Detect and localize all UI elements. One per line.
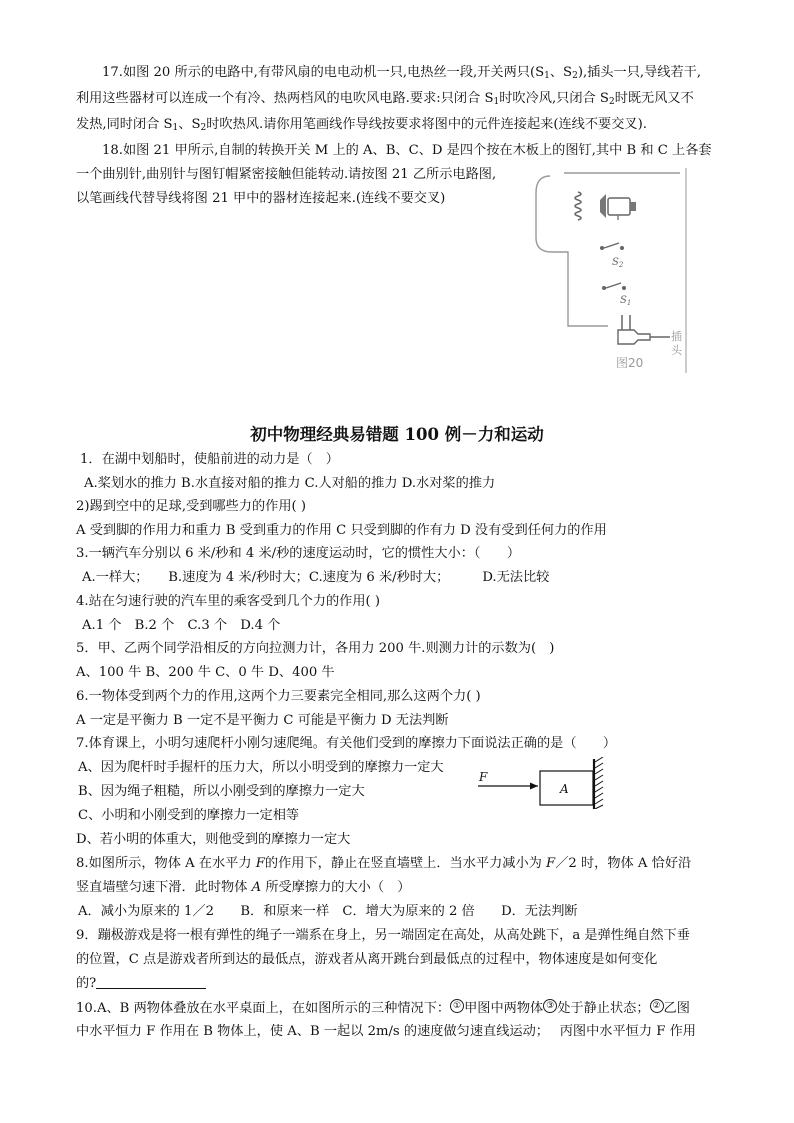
q8-line-2: 竖直墙壁匀速下滑．此时物体 A 所受摩擦力的大小（ ） [76,880,411,895]
q2-options: A 受到脚的作用力和重力 B 受到重力的作用 C 只受到脚的作有力 D 没有受到任何力的作用 [76,523,607,538]
q18-line-3: 以笔画线代替导线将图 21 甲中的器材连接起来.(连线不要交叉) [76,191,446,206]
q17-line-3: 发热,同时闭合 $S_1$、$S_2$时吹热风.请你用笔画线作导线按要求将图中的元件连接起来(连线不要交叉). [76,117,647,133]
q18-line-2: 一个曲别针,曲别针与图钉帽紧密接触但能转动.请按图 21 乙所示电路图, [76,167,497,182]
q6-options: A 一定是平衡力 B 一定不是平衡力 C 可能是平衡力 D 无法判断 [76,713,449,728]
q7-option-b: B、因为绳子粗糙，所以小刚受到的摩擦力一定大 [78,784,365,799]
q3-options: A.一样大； B.速度为 4 米/秒时大；C.速度为 6 米/秒时大； D.无法比较 [82,570,550,585]
switch-s2-label: $S_2$ [612,257,624,269]
q10-line-1: 10.A、B 两物体叠放在水平桌面上，在如图所示的三种情况下： ① 甲图中两物体 ③ 处于静止状态； ② 乙图 [76,1001,690,1016]
q18-line-1: 18.如图 21 甲所示,自制的转换开关 M 上的 A、B、C、D 是四个按在木板上的图钉,其中 B 和 C 上各套 [102,143,712,158]
q17-line-1: 17.如图 20 所示的电路中,有带风扇的电电动机一只,电热丝一段,开关两只($S_1$、$S_2$),插头一只,导线若干, [102,65,702,81]
q7-option-c: C、小明和小刚受到的摩擦力一定相等 [78,808,300,823]
q7-option-d: D、若小明的体重大，则他受到的摩擦力一定大 [76,832,351,847]
q9-line-3: 的? [76,975,206,992]
section-title: 初中物理经典易错题 100 例－力和运动 [250,425,544,444]
q1-stem: 1．在湖中划船时，使船前进的动力是（ ） [80,452,339,467]
switch-s1-label: $S_1$ [620,295,632,307]
q2-stem: 2)踢到空中的足球,受到哪些力的作用( ) [76,499,307,514]
q9-line-1: 9．蹦极游戏是将一根有弹性的绳子一端系在身上，另一端固定在高处，从高处跳下，a 是弹性绳自然下垂 [76,928,690,943]
q17-line-2: 利用这些器材可以连成一个有冷、热两档风的电吹风电路.要求:只闭合 $S_1$时吹冷风,只闭合 $S_2$时既无风又不 [76,91,694,107]
q8-line-1: 8.如图所示，物体 A 在水平力 F的作用下，静止在竖直墙壁上．当水平力减小为 F／2 时，物体 A 恰好沿 [76,856,692,871]
circled-1: ① [450,999,464,1013]
q1-options: A.桨划水的推力 B.水直接对船的推力 C.人对船的推力 D.水对桨的推力 [84,476,496,491]
figure-block-wall [476,757,608,809]
q7-stem: 7.体育课上，小明匀速爬杆小刚匀速爬绳。有关他们受到的摩擦力下面说法正确的是（ ） [76,736,617,751]
circled-3: ③ [543,999,557,1013]
q3-stem: 3.一辆汽车分别以 6 米/秒和 4 米/秒的速度运动时，它的惯性大小：（ ） [76,546,521,561]
q5-stem: 5．甲、乙两个同学沿相反的方向拉测力计，各用力 200 牛.则测力计的示数为( ) [76,641,555,656]
plug-label-1: 插 [671,330,682,343]
figure-20-circuit [530,168,700,373]
q6-stem: 6.一物体受到两个力的作用,这两个力三要素完全相同,那么这两个力( ) [76,689,481,704]
force-label: F [479,770,488,784]
block-label: A [560,782,569,796]
q7-option-a: A、因为爬杆时手握杆的压力大，所以小明受到的摩擦力一定大 [78,760,444,775]
q8-options: A．减小为原来的 1／2 B．和原来一样 C．增大为原来的 2 倍 D．无法判断 [78,904,578,919]
q4-options: A.1 个 B.2 个 C.3 个 D.4 个 [82,618,281,633]
q5-options: A、100 牛 B、200 牛 C、0 牛 D、400 牛 [76,665,335,680]
figure-20-caption: 图20 [616,356,644,370]
answer-blank[interactable] [96,976,206,989]
q9-line-2: 的位置，C 点是游戏者所到达的最低点，游戏者从离开跳台到最低点的过程中，物体速度是如何变化 [76,952,658,967]
q4-stem: 4.站在匀速行驶的汽车里的乘客受到几个力的作用( ) [76,594,380,609]
circled-2: ② [650,999,664,1013]
plug-label-2: 头 [671,344,682,357]
q10-line-2: 中水平恒力 F 作用在 B 物体上，使 A、B 一起以 2m/s 的速度做匀速直线运动； 丙图中水平恒力 F 作用 [76,1024,696,1039]
